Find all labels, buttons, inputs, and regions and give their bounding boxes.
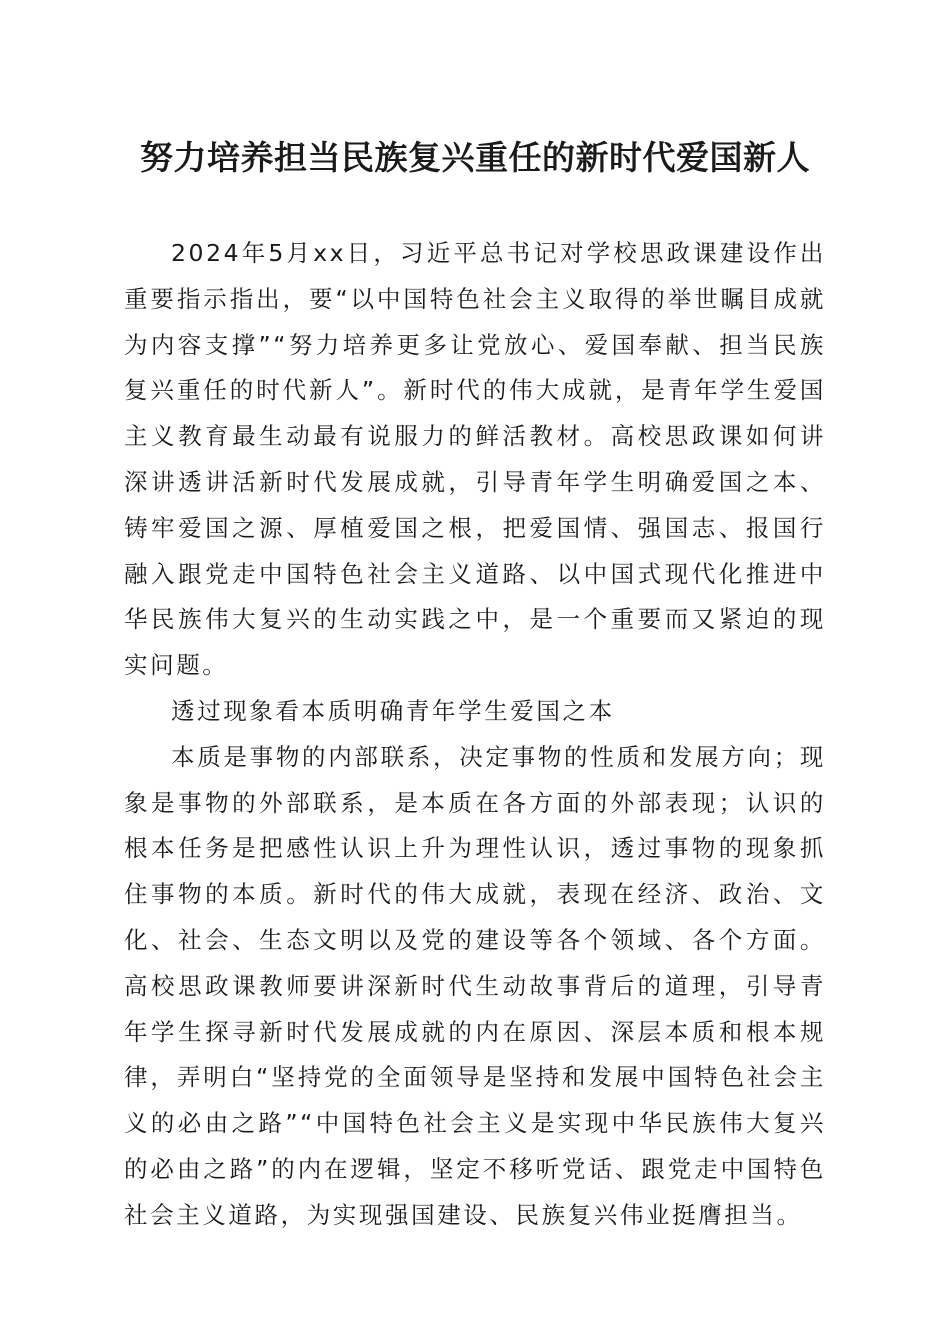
document-title: 努力培养担当民族复兴重任的新时代爱国新人 — [140, 138, 810, 177]
section-heading: 透过现象看本质明确青年学生爱国之本 — [171, 696, 615, 725]
body-paragraph: 本质是事物的内部联系，决定事物的性质和发展方向；现象是事物的外部联系，是本质在各方面的外部表现；认识的根本任务是把感性认识上升为理性认识，透过事物的现象抓住事物的本质。新时代的伟大成就，表现在经济、政治、文化、社会、生态文明以及党的建设等各个领域、各个方面。高校思政课教师要讲深新时代生动故事背后的道理，引导青年学生探寻新时代发展成就的内在原因、深层本质和根本规律，弄明白“坚持党的全面领导是坚持和发展中国特色社会主义的必由之路”“中国特色社会主义是实现中华民族伟大复兴的必由之路”的内在逻辑，坚定不移听党话、跟党走中国特色社会主义道路，为实现强国建设、民族复兴伟业挺膺担当。 — [124, 742, 826, 1229]
intro-paragraph: 2024年5月xx日，习近平总书记对学校思政课建设作出重要指示指出，要“以中国特色社会主义取得的举世瞩目成就为内容支撑”“努力培养更多让党放心、爱国奉献、担当民族复兴重任的时代新人”。新时代的伟大成就，是青年学生爱国主义教育最生动最有说服力的鲜活教材。高校思政课如何讲深讲透讲活新时代发展成就，引导青年学生明确爱国之本、铸牢爱国之源、厚植爱国之根，把爱国情、强国志、报国行融入跟党走中国特色社会主义道路、以中国式现代化推进中华民族伟大复兴的生动实践之中，是一个重要而又紧迫的现实问题。 — [124, 239, 826, 680]
document-body — [124, 231, 826, 1239]
